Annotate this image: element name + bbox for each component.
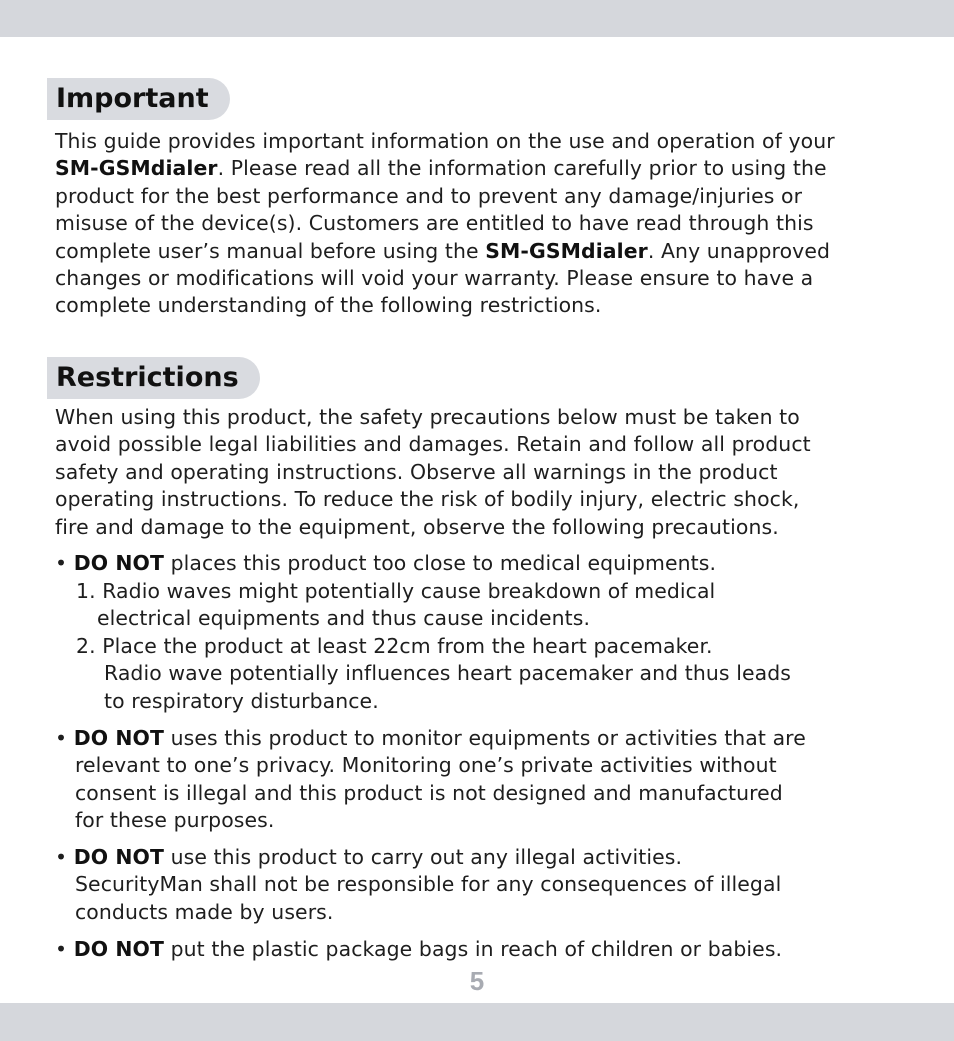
text-line: [55, 936, 782, 963]
bottom-band: [0, 1003, 954, 1041]
product-name: SM-GSMdialer: [55, 156, 218, 181]
numbered-item-1: [76, 578, 715, 633]
heading-important: Important: [47, 78, 230, 120]
text-run: complete understanding of the following restrictions.: [55, 293, 602, 318]
text-line: Radio wave potentially influences heart pacemaker and thus leads: [104, 661, 791, 686]
text-line: [55, 183, 835, 210]
text-line: avoid possible legal liabilities and damages. Retain and follow all product: [55, 432, 811, 457]
page-number: 5: [469, 966, 485, 996]
bullet-plastic-bags: [55, 936, 782, 963]
text-run: . Please read all the information carefully prior to using the: [217, 156, 827, 181]
text-line: relevant to one’s privacy. Monitoring one’s private activities without: [75, 753, 777, 778]
text-line: [55, 292, 835, 319]
text-line: [55, 128, 835, 155]
text-run: misuse of the device(s). Customers are entitled to have read through this: [55, 211, 814, 236]
bullet-marker: •: [55, 551, 74, 575]
text-run: This guide provides important information on the use and operation of your: [55, 129, 835, 153]
text-line: [55, 210, 835, 237]
text-line: SecurityMan shall not be responsible for any consequences of illegal: [75, 872, 782, 897]
text-run: uses this product to monitor equipments or activities that are: [164, 726, 806, 750]
text-line: [55, 550, 716, 577]
text-run: complete user’s manual before using the: [55, 238, 486, 263]
text-line: electrical equipments and thus cause incidents.: [97, 606, 591, 631]
important-paragraph: [55, 128, 835, 320]
bullet-marker: •: [55, 845, 74, 869]
bullet-medical: [55, 550, 716, 577]
text-line: to respiratory disturbance.: [104, 688, 379, 713]
text-line: 2. Place the product at least 22cm from the heart pacemaker.: [76, 634, 713, 658]
text-run: places this product too close to medical equipments.: [164, 551, 717, 575]
heading-restrictions: Restrictions: [47, 357, 260, 399]
text-run: put the plastic package bags in reach of children or babies.: [164, 937, 783, 961]
bullet-marker: •: [55, 726, 74, 750]
numbered-item-2: [76, 633, 791, 715]
bullet-privacy: [55, 725, 806, 835]
text-line: When using this product, the safety precautions below must be taken to: [55, 405, 800, 429]
text-line: fire and damage to the equipment, observe the following precautions.: [55, 514, 779, 539]
warning-label: DO NOT: [73, 937, 164, 961]
text-line: [55, 155, 835, 182]
restrictions-intro: [55, 404, 811, 541]
text-run: product for the best performance and to prevent any damage/injuries or: [55, 183, 803, 208]
text-line: consent is illegal and this product is not designed and manufactured: [75, 780, 783, 805]
warning-label: DO NOT: [73, 726, 164, 750]
text-run: changes or modifications will void your warranty. Please ensure to have a: [55, 266, 814, 291]
text-line: conducts made by users.: [75, 899, 334, 924]
text-run: use this product to carry out any illegal activities.: [164, 845, 683, 869]
text-line: safety and operating instructions. Observe all warnings in the product: [55, 459, 778, 484]
text-line: for these purposes.: [75, 808, 275, 833]
bullet-marker: •: [55, 937, 74, 961]
text-line: [55, 725, 806, 752]
top-band: [0, 0, 954, 37]
text-line: [55, 238, 835, 265]
warning-label: DO NOT: [73, 845, 164, 869]
text-run: . Any unapproved: [647, 238, 831, 263]
warning-label: DO NOT: [73, 551, 164, 575]
bullet-illegal: [55, 844, 781, 926]
text-line: 1. Radio waves might potentially cause breakdown of medical: [76, 579, 716, 603]
text-line: operating instructions. To reduce the risk of bodily injury, electric shock,: [55, 487, 800, 512]
product-name: SM-GSMdialer: [485, 238, 648, 263]
text-line: [55, 265, 835, 292]
text-line: [55, 844, 781, 871]
